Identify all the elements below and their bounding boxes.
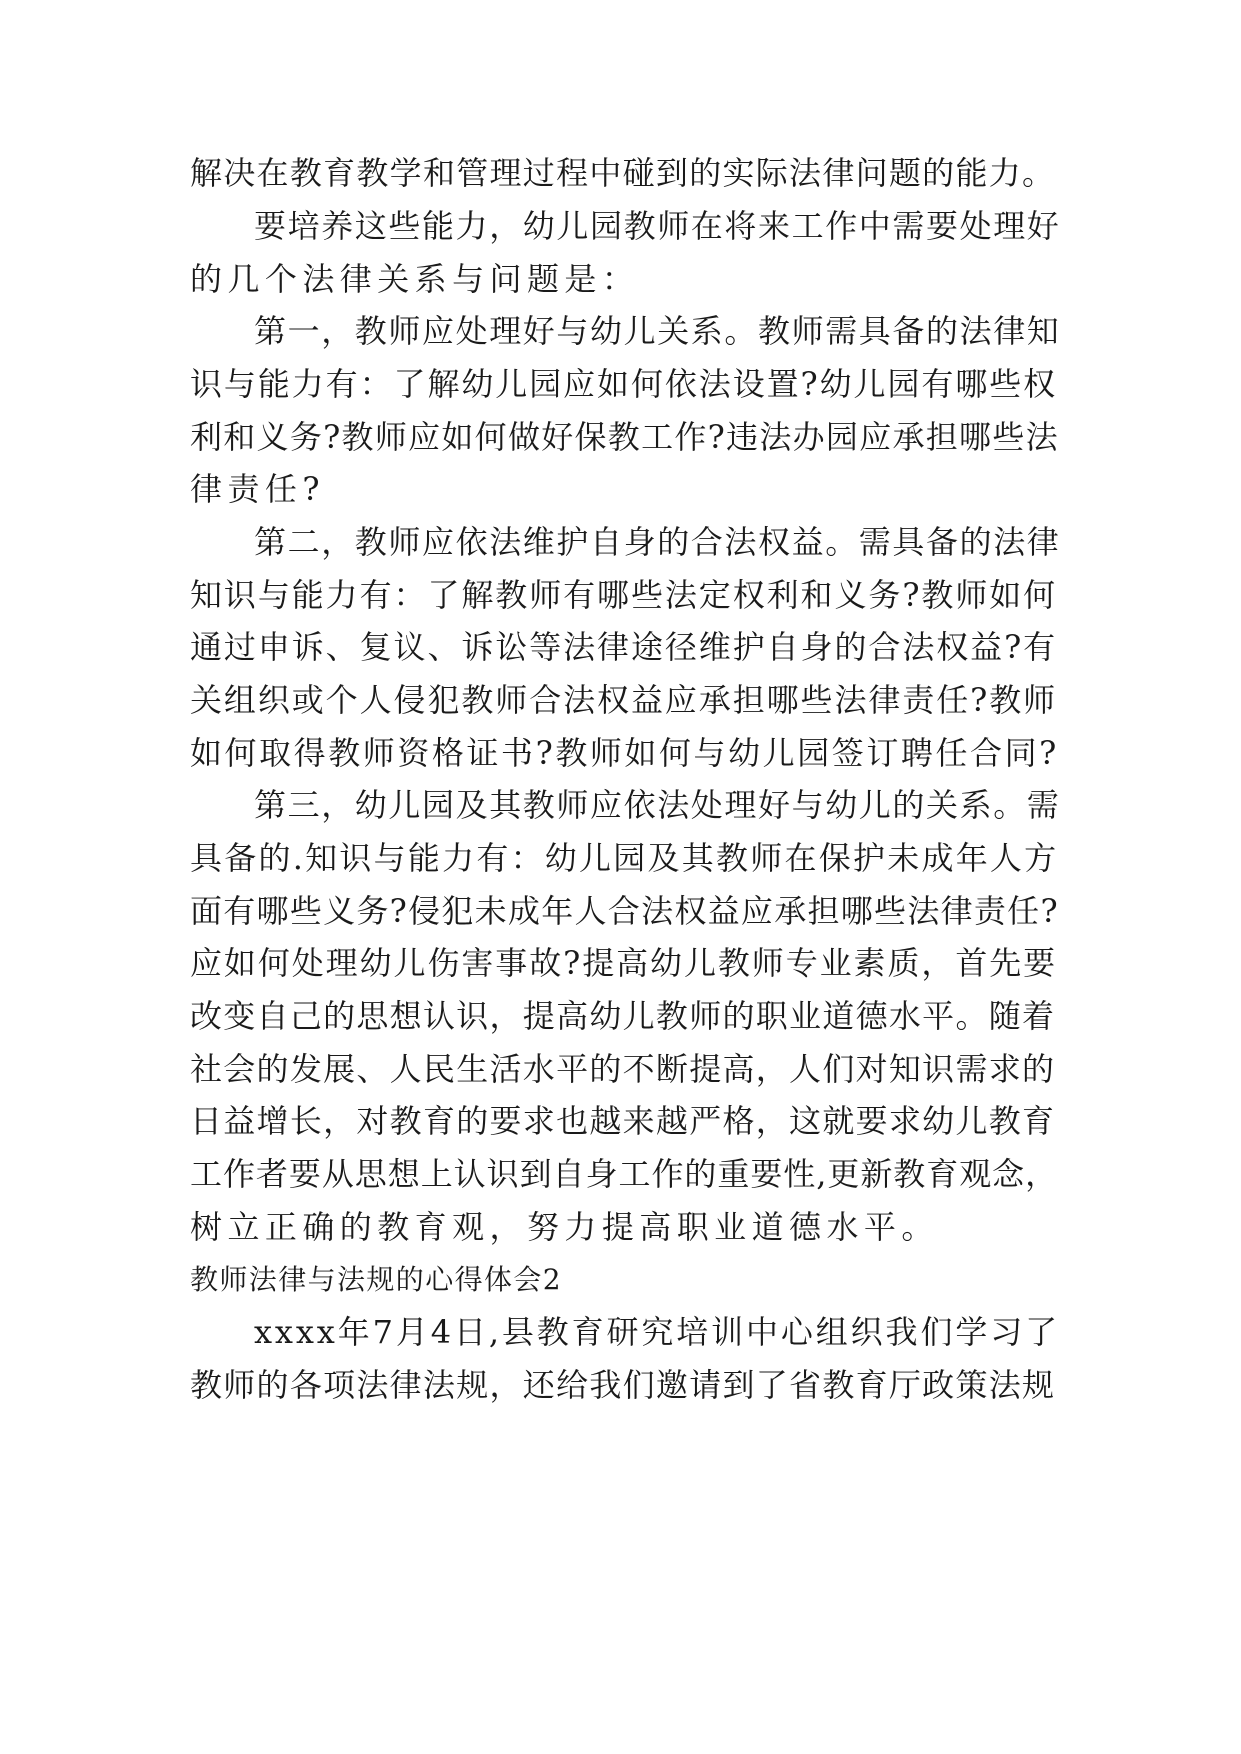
paragraph-line: 利和义务?教师应如何做好保教工作?违法办园应承担哪些法: [190, 418, 1059, 456]
paragraph-line: 第三，幼儿园及其教师应依法处理好与幼儿的关系。需: [254, 786, 1061, 824]
paragraph-line: 如何取得教师资格证书?教师如何与幼儿园签订聘任合同?: [190, 734, 1059, 772]
paragraph-line: 解决在教育教学和管理过程中碰到的实际法律问题的能力。: [190, 154, 1056, 192]
paragraph-line: 要培养这些能力，幼儿园教师在将来工作中需要处理好: [254, 207, 1061, 245]
paragraph-line: 的几个法律关系与问题是：: [190, 260, 640, 298]
paragraph-line: 知识与能力有：了解教师有哪些法定权利和义务?教师如何: [190, 576, 1058, 614]
paragraph-line: 社会的发展、人民生活水平的不断提高，人们对知识需求的: [190, 1050, 1056, 1088]
paragraph-line: 识与能力有：了解幼儿园应如何依法设置?幼儿园有哪些权: [190, 365, 1058, 403]
paragraph-line: 树立正确的教育观，努力提高职业道德水平。: [190, 1208, 939, 1246]
paragraph-line: 通过申诉、复议、诉讼等法律途径维护自身的合法权益?有: [190, 628, 1058, 666]
paragraph-line: 日益增长，对教育的要求也越来越严格，这就要求幼儿教育: [190, 1102, 1056, 1140]
paragraph-line: 面有哪些义务?侵犯未成年人合法权益应承担哪些法律责任?: [190, 892, 1059, 930]
paragraph-line: 第一，教师应处理好与幼儿关系。教师需具备的法律知: [254, 312, 1061, 350]
paragraph-line: 工作者要从思想上认识到自身工作的重要性,更新教育观念，: [190, 1155, 1059, 1193]
paragraph-line: 律责任?: [190, 470, 325, 508]
paragraph-line: xxxx年7月4日,县教育研究培训中心组织我们学习了: [254, 1313, 1060, 1351]
paragraph-line: 第二，教师应依法维护自身的合法权益。需具备的法律: [254, 523, 1061, 561]
paragraph-line: 改变自己的思想认识，提高幼儿教师的职业道德水平。随着: [190, 997, 1056, 1035]
paragraph-line: 应如何处理幼儿伤害事故?提高幼儿教师专业素质，首先要: [190, 944, 1058, 982]
paragraph-line: 具备的.知识与能力有：幼儿园及其教师在保护未成年人方: [190, 839, 1059, 877]
paragraph-line: 教师的各项法律法规，还给我们邀请到了省教育厅政策法规: [190, 1366, 1056, 1404]
paragraph-line: 关组织或个人侵犯教师合法权益应承担哪些法律责任?教师: [190, 681, 1058, 719]
section-heading: 教师法律与法规的心得体会2: [190, 1263, 563, 1296]
